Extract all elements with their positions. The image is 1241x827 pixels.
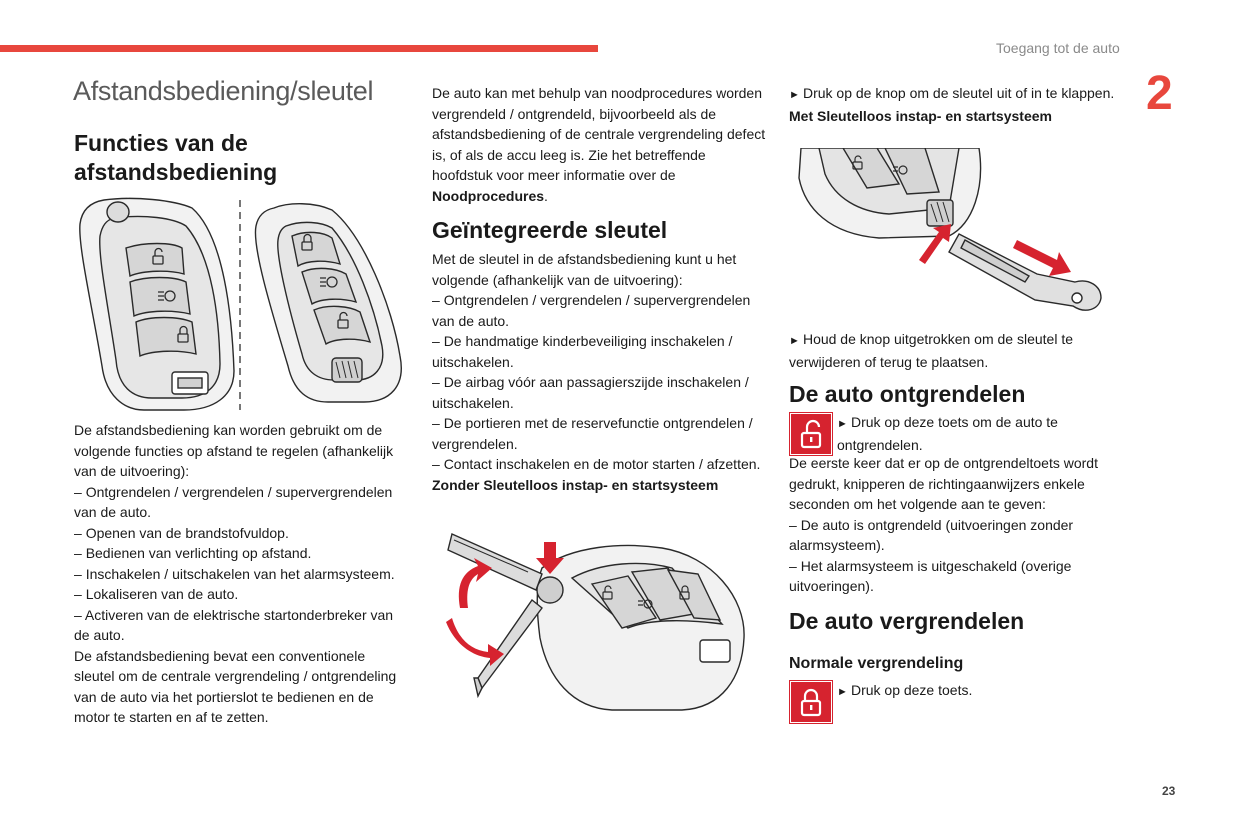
section-label: Toegang tot de auto bbox=[996, 40, 1120, 56]
key-fold-illustration bbox=[432, 528, 766, 714]
list-item: – Contact inschakelen en de motor starten / afzetten. bbox=[432, 454, 766, 475]
remote-back-illustration bbox=[255, 204, 401, 402]
key-removal-illustration bbox=[789, 148, 1119, 320]
emergency-intro-body: De auto kan met behulp van noodprocedures worden vergrendeld / ontgrendeld, bijvoorbeeld als de afstandsbediening of de centrale vergrendeling defect is, of als de accu leeg is. Zie het betreffende hoofdstuk voor meer informatie over de bbox=[432, 85, 766, 183]
page-title: Afstandsbediening/sleutel bbox=[73, 76, 374, 106]
hold-button-instruction: ► Houd de knop uitgetrokken om de sleutel te verwijderen of terug te plaatsen. bbox=[789, 329, 1119, 372]
list-item: – Ontgrendelen / vergrendelen / supervergrendelen van de auto. bbox=[432, 290, 766, 331]
emergency-intro-end: . bbox=[544, 187, 548, 204]
key-function-list bbox=[432, 290, 766, 475]
list-item: – De handmatige kinderbeveiliging inschakelen / uitschakelen. bbox=[432, 331, 766, 372]
key-intro-text: Met de sleutel in de afstandsbediening kunt u het volgende (afhankelijk van de uitvoering): bbox=[432, 251, 737, 288]
unlock-button-icon bbox=[790, 413, 832, 455]
remote-closing-text: De afstandsbediening bevat een conventionele sleutel om de centrale vergrendeling / ontgrendeling van de auto via het portierslot te bedienen en de motor te starten en af te zetten. bbox=[74, 647, 397, 725]
rotate-down-arrow-icon bbox=[446, 618, 504, 666]
heading-unlock-car: De auto ontgrendelen bbox=[789, 381, 1026, 407]
remote-illustration bbox=[74, 196, 408, 414]
page-number: 23 bbox=[1162, 784, 1176, 798]
remote-front-illustration bbox=[80, 198, 234, 410]
unlock-info-text: De eerste keer dat er op de ontgrendeltoets wordt gedrukt, knipperen de richtingaanwijzers enkele seconden om het volgende aan te geven: bbox=[789, 455, 1098, 512]
with-keyless-label: Met Sleutelloos instap- en startsysteem bbox=[789, 107, 1052, 124]
list-item: – Activeren van de elektrische startonderbreker van de auto. bbox=[74, 605, 408, 646]
heading-integrated-key: Geïntegreerde sleutel bbox=[432, 217, 668, 243]
remote-function-list bbox=[74, 482, 408, 646]
lock-button-icon bbox=[790, 681, 832, 723]
list-item: – Openen van de brandstofvuldop. bbox=[74, 523, 408, 544]
list-item: – De airbag vóór aan passagierszijde inschakelen / uitschakelen. bbox=[432, 372, 766, 413]
list-item: – De auto is ontgrendeld (uitvoeringen zonder alarmsysteem). bbox=[789, 515, 1119, 556]
heading-remote-functions: Functies van de afstandsbediening bbox=[74, 130, 278, 185]
list-item: – Inschakelen / uitschakelen van het alarmsysteem. bbox=[74, 564, 408, 585]
remote-intro-text: De afstandsbediening kan worden gebruikt om de volgende functies op afstand te regelen (afhankelijk van de uitvoering): bbox=[74, 422, 394, 479]
rotate-up-arrow-icon bbox=[459, 558, 492, 608]
unlock-result-list bbox=[789, 515, 1119, 597]
without-keyless-label: Zonder Sleutelloos instap- en startsysteem bbox=[432, 476, 719, 493]
fold-key-instruction: ► Druk op de knop om de sleutel uit of in te klappen. bbox=[789, 83, 1119, 106]
list-item: – De portieren met de reservefunctie ontgrendelen / vergrendelen. bbox=[432, 413, 766, 454]
emergency-procedures-link-text: Noodprocedures bbox=[432, 187, 545, 204]
list-item: – Lokaliseren van de auto. bbox=[74, 584, 408, 605]
list-item: – Ontgrendelen / vergrendelen / supervergrendelen van de auto. bbox=[74, 482, 408, 523]
emergency-intro-text bbox=[432, 83, 766, 206]
list-item: – Bedienen van verlichting op afstand. bbox=[74, 543, 408, 564]
heading-normal-lock: Normale vergrendeling bbox=[789, 655, 964, 672]
unlock-instruction: ► Druk op deze toets om de auto te ontgrendelen. bbox=[837, 412, 1087, 455]
chapter-number: 2 bbox=[1146, 67, 1173, 120]
header-accent-bar bbox=[0, 45, 598, 52]
list-item: – Het alarmsysteem is uitgeschakeld (overige uitvoeringen). bbox=[789, 556, 1119, 597]
heading-lock-car: De auto vergrendelen bbox=[789, 608, 1025, 634]
lock-instruction: ► Druk op deze toets. bbox=[837, 680, 1087, 703]
